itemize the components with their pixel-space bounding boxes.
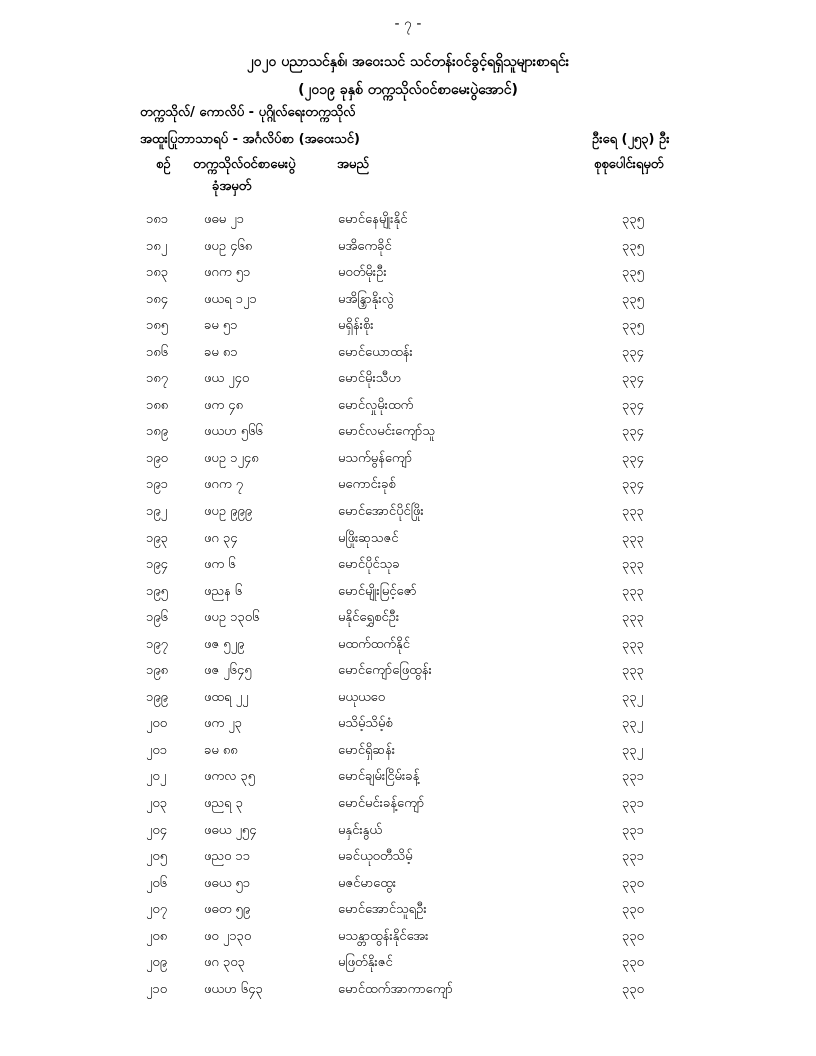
roll-number: ခမ ၈၈: [204, 742, 238, 758]
student-name: မောင်ပိုင်သုခ: [338, 557, 400, 573]
student-name: မအိကေခိုင်: [338, 238, 392, 254]
roll-number: ဖဓယ ၅၁: [204, 875, 251, 891]
column-header-roll-number: တက္ကသိုလ်ဝင်စာမေးပွဲ: [193, 157, 296, 172]
roll-number: ဖယဟ ၅၆၆: [204, 424, 263, 440]
roll-number: ဖက ၂၃: [204, 716, 242, 732]
total-score: ၃၃၂: [622, 689, 644, 705]
student-name: မောင်ထက်အာကာကျော်: [338, 981, 453, 997]
total-score: ၃၃၄: [622, 371, 644, 387]
student-name: မောင်နေမျိုးနိုင်: [338, 212, 408, 227]
total-score: ၃၃၅: [622, 291, 644, 307]
document-title: ၂၀၂၀ ပညာသင်နှစ်၊ အဝေးသင် သင်တန်းဝင်ခွင့်ရရှိသူများစာရင်း: [246, 54, 570, 70]
roll-number: ဖဂက ၇: [204, 477, 244, 493]
serial-number: ၂၀၂: [146, 769, 167, 785]
roll-number: ဖညရ ၃: [204, 796, 243, 812]
table-row: [0, 553, 816, 580]
student-count: ဦးရေ (၂၅၃) ဦး: [592, 132, 670, 147]
table-row: [0, 420, 816, 447]
serial-number: ၂၀၁: [146, 742, 168, 758]
student-name: မခင်ယုဝတီသိမ့်: [338, 849, 413, 865]
roll-number: ဖကလ ၃၅: [204, 769, 256, 785]
table-row: [0, 739, 816, 766]
roll-number: ဖက ၆: [204, 557, 236, 573]
student-name: မနှင်းနွယ်: [338, 822, 382, 838]
total-score: ၃၃၄: [622, 397, 644, 413]
total-score: ၃၃၅: [622, 212, 644, 227]
table-row: [0, 792, 816, 819]
roll-number: ဖဂ ၃၄: [204, 530, 238, 546]
table-row: [0, 633, 816, 660]
total-score: ၃၃၁: [622, 822, 644, 838]
table-row: [0, 394, 816, 421]
total-score: ၃၃၄: [622, 344, 644, 360]
table-row: [0, 712, 816, 739]
university-label: တက္ကသိုလ်/ ကောလိပ် - ပုဂ္ဂိုလ်ရေးတက္ကသိုလ်: [140, 105, 356, 120]
serial-number: ၁၉၉: [146, 689, 168, 705]
roll-number: ဖပဥ ၄၆၈: [204, 238, 253, 254]
student-name: မောင်မင်းခန့်ကျော်: [338, 796, 425, 812]
total-score: ၃၃၃: [622, 504, 644, 520]
student-name: မသန္တာထွန်းနိုင်အေး: [338, 928, 429, 944]
total-score: ၃၃၃: [622, 610, 644, 626]
table-row: [0, 819, 816, 846]
serial-number: ၁၈၁: [146, 212, 169, 227]
serial-number: ၂၀၀: [146, 716, 168, 732]
table-row: [0, 341, 816, 368]
total-score: ၃၃၀: [622, 955, 644, 971]
serial-number: ၂၀၆: [146, 875, 168, 891]
table-row: [0, 261, 816, 288]
student-name: မောင်လမင်းကျော်သူ: [338, 424, 435, 440]
roll-number: ဖဓယ ၂၅၄: [204, 822, 257, 838]
student-name: မောင်ယောထန်း: [338, 344, 413, 360]
roll-number: ဖထရ ၂၂: [204, 689, 249, 705]
roll-number: ဖဂ ၃၀၃: [204, 955, 245, 971]
roll-number: ဖဓမ ၂၁: [204, 212, 244, 227]
roll-number: ဖပဥ ၁၂၄၈: [204, 450, 259, 466]
total-score: ၃၃၀: [622, 928, 644, 944]
total-score: ၃၃၃: [622, 583, 644, 599]
serial-number: ၂၀၄: [146, 822, 168, 838]
table-row: [0, 925, 816, 952]
serial-number: ၁၉၆: [146, 610, 168, 626]
document-subtitle: (၂၀၁၉ ခုနှစ် တက္ကသိုလ်ဝင်စာမေးပွဲအောင်): [298, 82, 518, 98]
roll-number: ခမ ၅၁: [204, 318, 238, 334]
table-row: [0, 367, 816, 394]
student-name: မောင်မိုးသီဟ: [338, 371, 402, 387]
student-name: မရှိန်းစိုး: [338, 318, 374, 334]
roll-number: ဖပဥ ၉၉၉: [204, 504, 253, 520]
roll-number: ဖဇ ၂၆၄၅: [204, 663, 252, 679]
table-row: [0, 473, 816, 500]
student-name: မောင်အောင်ပိုင်ဖြိုး: [338, 504, 424, 520]
column-header-roll-number-line2: ခုံအမှတ်: [212, 179, 252, 194]
student-name: မောင်လှုမိုးထက်: [338, 397, 414, 413]
total-score: ၃၃၀: [622, 981, 644, 997]
roll-number: ဖဓတ ၅၉: [204, 902, 251, 918]
roll-number: ဖယ ၂၄၀: [204, 371, 250, 387]
table-row: [0, 235, 816, 262]
total-score: ၃၃၃: [622, 636, 644, 652]
student-name: မယုယဝေ: [338, 689, 386, 705]
total-score: ၃၃၃: [622, 663, 644, 679]
student-name: မထက်ထက်နိုင်: [338, 636, 410, 652]
serial-number: ၁၉၃: [146, 530, 168, 546]
student-name: မောင်အောင်သူရဦး: [338, 902, 427, 918]
table-row: [0, 659, 816, 686]
total-score: ၃၃၃: [622, 557, 644, 573]
roll-number: ဖယရ ၁၂၁: [204, 291, 257, 307]
table-row: [0, 288, 816, 315]
serial-number: ၂၀၅: [146, 849, 168, 865]
student-list: [0, 208, 816, 1004]
student-name: မအိန္ဒြာနိုးလွဲ: [338, 291, 394, 307]
serial-number: ၁၈၈: [146, 397, 169, 413]
roll-number: ဖယဟ ၆၄၃: [204, 981, 263, 997]
serial-number: ၁၉၅: [146, 583, 168, 599]
total-score: ၃၃၂: [622, 716, 644, 732]
total-score: ၃၃၄: [622, 477, 644, 493]
student-name: မဖြတ်နိုးဇင်: [338, 955, 393, 971]
student-name: မောင်ကျော်ဖြေထွန်း: [338, 663, 432, 679]
total-score: ၃၃၁: [622, 796, 644, 812]
serial-number: ၁၉၁: [146, 477, 168, 493]
column-header-serial: စဉ်: [156, 157, 171, 172]
table-row: [0, 447, 816, 474]
table-row: [0, 208, 816, 235]
total-score: ၃၃၅: [622, 318, 644, 334]
column-header-total: စုစုပေါင်းရမှတ်: [594, 157, 664, 172]
roll-number: ဖဇ ၅၂၉: [204, 636, 245, 652]
page-number: - ၇ -: [394, 16, 422, 32]
roll-number: ဖညန ၆: [204, 583, 243, 599]
serial-number: ၁၉၄: [146, 557, 168, 573]
table-row: [0, 845, 816, 872]
serial-number: ၁၈၆: [146, 344, 169, 360]
roll-number: ဖညဝ ၁၁: [204, 849, 251, 865]
table-row: [0, 872, 816, 899]
serial-number: ၁၈၇: [146, 371, 169, 387]
total-score: ၃၃၀: [622, 875, 644, 891]
roll-number: ဖပဥ ၁၃၀၆: [204, 610, 260, 626]
table-row: [0, 765, 816, 792]
roll-number: ဖက ၄၈: [204, 397, 244, 413]
serial-number: ၁၈၅: [146, 318, 169, 334]
student-name: မကောင်းခုစ်: [338, 477, 396, 493]
total-score: ၃၃၄: [622, 450, 644, 466]
student-name: မဝတ်မိုးဦး: [338, 265, 387, 281]
table-row: [0, 500, 816, 527]
table-row: [0, 898, 816, 925]
serial-number: ၁၉၂: [146, 504, 168, 520]
roll-number: ခမ ၈၁: [204, 344, 238, 360]
table-row: [0, 686, 816, 713]
total-score: ၃၃၅: [622, 265, 644, 281]
serial-number: ၁၈၉: [146, 424, 169, 440]
column-header-name: အမည်: [337, 157, 369, 172]
serial-number: ၂၀၉: [146, 955, 168, 971]
serial-number: ၂၀၇: [146, 902, 168, 918]
serial-number: ၁၉၀: [146, 450, 168, 466]
total-score: ၃၃၁: [622, 769, 644, 785]
student-name: မသိမ့်သိမ့်စံ: [338, 716, 393, 732]
serial-number: ၂၀၃: [146, 796, 168, 812]
table-row: [0, 978, 816, 1005]
serial-number: ၂၀၈: [146, 928, 168, 944]
total-score: ၃၃၅: [622, 238, 644, 254]
total-score: ၃၃၀: [622, 902, 644, 918]
student-name: မောင်ရှိဆန်း: [338, 742, 396, 758]
total-score: ၃၃၁: [622, 849, 644, 865]
total-score: ၃၃၂: [622, 742, 644, 758]
total-score: ၃၃၄: [622, 424, 644, 440]
student-name: မဇင်မာထွေး: [338, 875, 397, 891]
table-row: [0, 951, 816, 978]
serial-number: ၂၁၀: [146, 981, 168, 997]
student-name: မနိုင်ရွှေစင်ဦး: [338, 610, 400, 626]
table-row: [0, 606, 816, 633]
serial-number: ၁၈၄: [146, 291, 169, 307]
serial-number: ၁၉၇: [146, 636, 168, 652]
table-row: [0, 580, 816, 607]
student-name: မသက်မွန်ကျော်: [338, 450, 413, 466]
subject-label: အထူးပြုဘာသာရပ် - အင်္ဂလိပ်စာ (အဝေးသင်): [140, 132, 360, 147]
serial-number: ၁၈၃: [146, 265, 169, 281]
table-row: [0, 527, 816, 554]
roll-number: ဖဝ ၂၁၃၀: [204, 928, 252, 944]
total-score: ၃၃၃: [622, 530, 644, 546]
serial-number: ၁၉၈: [146, 663, 169, 679]
student-name: မောင်မျိုးမြင့်ဇော်: [338, 583, 417, 599]
table-row: [0, 314, 816, 341]
student-name: မောင်ချမ်းငြိမ်းခန့်: [338, 769, 420, 785]
serial-number: ၁၈၂: [146, 238, 168, 254]
roll-number: ဖဂက ၅၁: [204, 265, 251, 281]
student-name: မဖြိုးဆုသဇင်: [338, 530, 399, 546]
